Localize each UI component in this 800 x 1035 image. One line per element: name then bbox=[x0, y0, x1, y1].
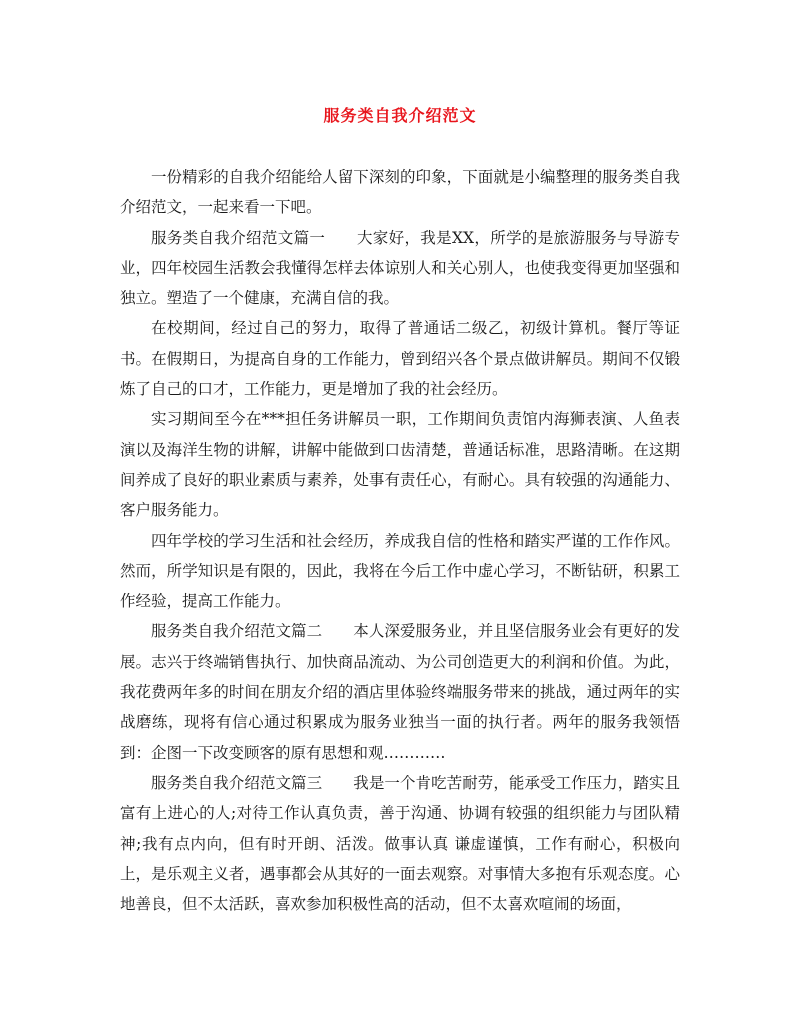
paragraph-sample-two: 服务类自我介绍范文篇二 本人深爱服务业，并且坚信服务业会有更好的发展。志兴于终端销售执行、加快商品流动、为公司创造更大的利润和价值。为此，我花费两年多的时间在朋友介绍的酒店里体验终端服务带来的挑战，通过两年的实战磨练，现将有信心通过积累成为服务业独当一面的执行者。两年的服务我领悟到：企图一下改变顾客的原有思想和观………… bbox=[120, 622, 680, 762]
paragraph-school-period: 在校期间，经过自己的努力，取得了普通话二级乙，初级计算机。餐厅等证书。在假期日，为提高自身的工作能力，曾到绍兴各个景点做讲解员。期间不仅锻炼了自己的口才，工作能力，更是增加了我的社会经历。 bbox=[120, 319, 680, 399]
paragraph-sample-three: 服务类自我介绍范文篇三 我是一个肯吃苦耐劳，能承受工作压力，踏实且富有上进心的人;对待工作认真负责，善于沟通、协调有较强的组织能力与团队精神;我有点内向，但有时开朗、活泼。做事认真 谦虚谨慎，工作有耐心，积极向上，是乐观主义者，遇事都会从其好的一面去观察。对事情大多抱有乐观态度。心地善良，但不太活跃，喜欢参加积极性高的活动，但不太喜欢喧闹的场面， bbox=[120, 773, 680, 914]
paragraph-internship: 实习期间至今在***担任务讲解员一职，工作期间负责馆内海狮表演、人鱼表演以及海洋生物的讲解，讲解中能做到口齿清楚，普通话标准，思路清晰。在这期间养成了良好的职业素质与素养，处事有责任心，有耐心。具有较强的沟通能力、客户服务能力。 bbox=[120, 410, 680, 520]
paragraph-intro: 一份精彩的自我介绍能给人留下深刻的印象，下面就是小编整理的服务类自我介绍范文，一起来看一下吧。 bbox=[120, 168, 680, 217]
document-body bbox=[120, 162, 680, 919]
document-title: 服务类自我介绍范文 bbox=[323, 106, 477, 125]
paragraph-sample-one: 服务类自我介绍范文篇一 大家好，我是XX，所学的是旅游服务与导游专业，四年校园生活教会我懂得怎样去体谅别人和关心别人，也使我变得更加坚强和独立。塑造了一个健康，充满自信的我。 bbox=[120, 228, 680, 308]
paragraph-four-years: 四年学校的学习生活和社会经历，养成我自信的性格和踏实严谨的工作作风。然而，所学知识是有限的，因此，我将在今后工作中虚心学习，不断钻研，积累工作经验，提高工作能力。 bbox=[120, 531, 680, 611]
